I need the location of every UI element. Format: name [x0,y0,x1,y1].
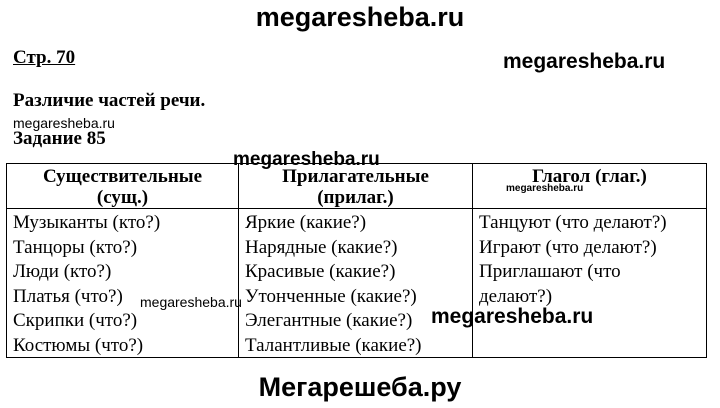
table-cell: Люди (кто?) [13,261,112,282]
watermark-top: megaresheba.ru [255,2,465,32]
table-cell: Приглашают (что [479,261,621,282]
table-cell: Танцуют (что делают?) [479,212,667,233]
table-cell: Элегантные (какие?) [245,310,413,331]
watermark-right: megaresheba.ru [503,50,666,73]
table-cell: Играют (что делают?) [479,236,657,258]
page-label: Стр. 70 [13,47,76,68]
column-cells-verbs [473,209,706,309]
task-title: Задание 85 [13,128,106,149]
column-nouns [7,164,239,357]
column-cells-adjectives [239,209,472,358]
table-cell: Яркие (какие?) [245,212,367,233]
header-line: Прилагательные [282,166,429,187]
table-cell: Нарядные (какие?) [245,236,398,258]
section-title: Различие частей речи. [13,90,206,111]
table-cell: Танцоры (кто?) [13,236,138,258]
watermark-bottom: Мегарешеба.ру [258,372,462,402]
column-cells-nouns [7,209,238,358]
header-line: (прилаг.) [317,187,394,208]
table-cell: Костюмы (что?) [13,334,144,356]
watermark-tiny: megaresheba.ru [506,183,584,194]
table-cell: Музыканты (кто?) [13,212,161,233]
header-line: Глагол (глаг.) [532,166,647,187]
table-cell: Талантливые (какие?) [245,334,422,356]
watermark-small-table: megaresheba.ru [140,294,242,310]
watermark-right-table: megaresheba.ru [431,305,594,328]
column-header-nouns [7,164,238,209]
table-cell: Красивые (какие?) [245,261,396,282]
table-cell: Скрипки (что?) [13,310,138,331]
header-line: (сущ.) [96,187,149,208]
watermark-middle: megaresheba.ru [233,149,380,170]
table-cell: делают?) [479,285,553,307]
header-line: Существительные [42,166,203,187]
parts-of-speech-table [6,163,707,358]
table-cell: Платья (что?) [13,285,123,307]
table-cell: Утонченные (какие?) [245,285,417,307]
watermark-small: megaresheba.ru [13,115,115,131]
